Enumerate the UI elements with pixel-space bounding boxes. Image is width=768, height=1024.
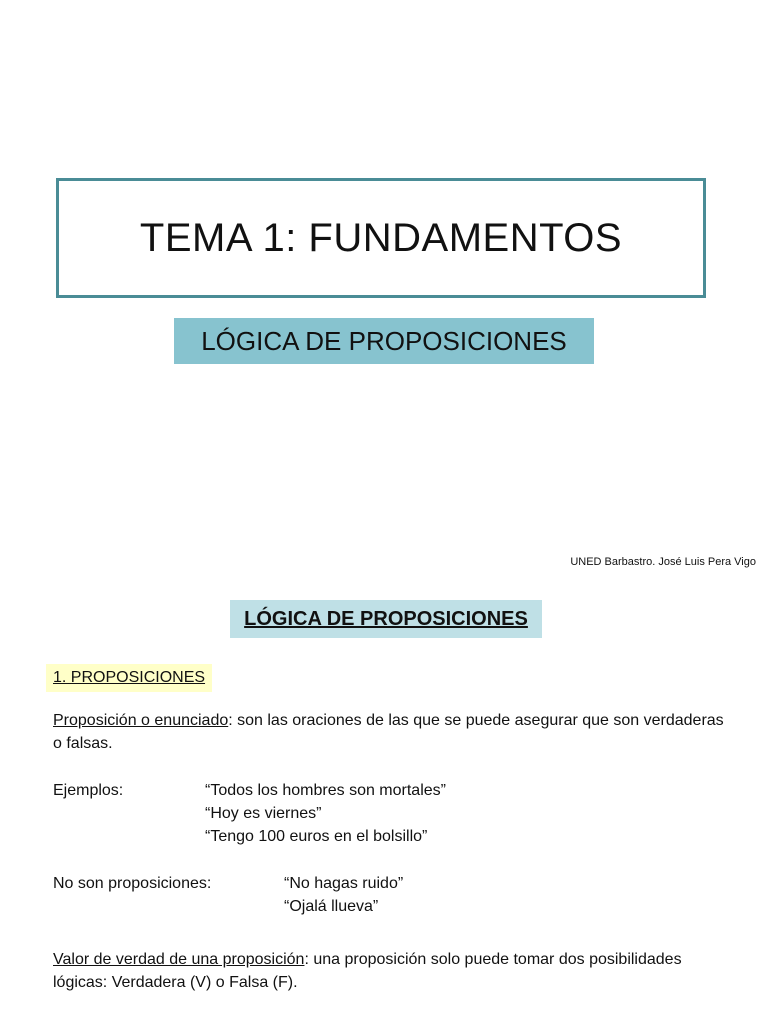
author-credit: UNED Barbastro. José Luis Pera Vigo [570, 556, 756, 568]
non-example-item: “Ojalá llueva” [284, 898, 379, 915]
non-example-item: “No hagas ruido” [284, 875, 404, 892]
examples-label: Ejemplos: [53, 782, 124, 799]
example-item: “Hoy es viernes” [205, 805, 322, 822]
non-examples-label: No son proposiciones: [53, 875, 212, 892]
truth-term: Valor de verdad de una proposición [53, 951, 305, 968]
example-item: “Todos los hombres son mortales” [205, 782, 446, 799]
definition-term: Proposición o enunciado [53, 712, 229, 729]
truth-text: : una proposición solo puede tomar dos posibilidades lógicas: Verdadera (V) o Falsa (F). [53, 951, 682, 991]
subsection-label [46, 664, 212, 692]
section-heading-text: LÓGICA DE PROPOSICIONES [244, 607, 528, 630]
truth-value-paragraph [53, 948, 733, 994]
example-item: “Tengo 100 euros en el bolsillo” [205, 828, 428, 845]
definition-text: : son las oraciones de las que se puede asegurar que son verdaderas o falsas. [53, 712, 724, 752]
subtitle-box [174, 318, 594, 364]
section-heading [230, 600, 542, 638]
subsection-label-text: 1. PROPOSICIONES [53, 669, 206, 686]
subtitle: LÓGICA DE PROPOSICIONES [201, 325, 567, 356]
page-title: TEMA 1: FUNDAMENTOS [139, 215, 623, 260]
definition-paragraph [53, 709, 733, 755]
title-box [56, 178, 706, 298]
